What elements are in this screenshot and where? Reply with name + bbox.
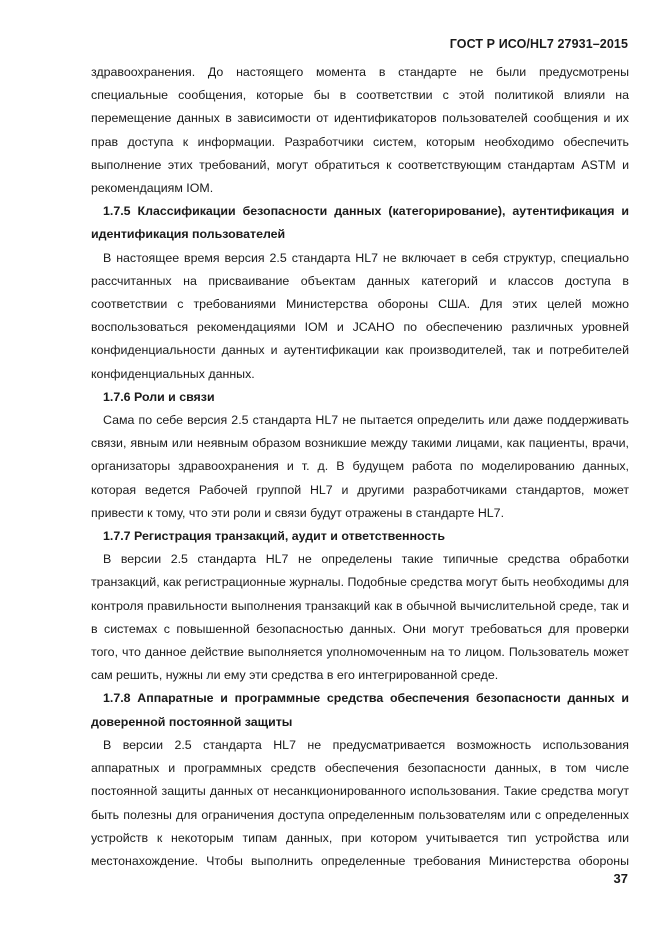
section-text-1-7-6: Сама по себе версия 2.5 стандарта HL7 не пытается определить или даже поддерживать связи, явным или неявным образом возникшие между такими лицами, как пациенты, врачи, организаторы здравоохранения и т. д. В будущем работа по моделированию данных, которая ведется Рабочей группой HL7 и другими разработчиками стандартов, может привести к тому, что эти роли и связи будут отражены в стандарте HL7. bbox=[91, 413, 629, 520]
section-text-1-7-5: В настоящее время версия 2.5 стандарта HL7 не включает в себя структур, специально рассчитанных на присваивание объектам данных категорий и классов доступа в соответствии с требованиями Министерства обороны США. Для этих целей можно воспользоваться рекомендациями IOM и JCAHO по обеспечению различных уровней конфиденциальности данных и аутентификации как производителей, так и потребителей конфиденциальных данных. bbox=[91, 250, 629, 381]
page-number: 37 bbox=[613, 871, 628, 886]
section-heading-1-7-7: 1.7.7 Регистрация транзакций, аудит и ответственность bbox=[103, 529, 445, 544]
section-heading-1-7-6: 1.7.6 Роли и связи bbox=[103, 389, 215, 404]
section-text-1-7-7: В версии 2.5 стандарта HL7 не определены такие типичные средства обработки транзакций, как регистрационные журналы. Подобные средства могут быть необходимы для контроля правильности выполнения транзакций как в обычной вычислительной среде, так и в системах с повышенной безопасностью данных. Они могут требоваться для проверки того, что данное действие выполняется уполномоченным на то лицом. Пользователь может сам решить, нужны ли ему эти средства в его интегрированной среде. bbox=[91, 552, 629, 683]
intro-paragraph: здравоохранения. До настоящего момента в стандарте не были предусмотрены специальные сообщения, которые бы в соответствии с этой политикой влияли на перемещение данных в зависимости от идентификаторов пользователей сообщения и их прав доступа к информации. Разработчики систем, которым необходимо обеспечить выполнение этих требований, могут обратиться к соответствующим стандартам ASTM и рекомендациям IOM. bbox=[91, 65, 629, 196]
section-heading-1-7-8: 1.7.8 Аппаратные и программные средства обеспечения безопасности данных и доверенной постоянной защиты bbox=[91, 691, 629, 729]
document-body bbox=[91, 61, 629, 873]
section-heading-1-7-5: 1.7.5 Классификации безопасности данных (категорирование), аутентификация и идентификация пользователей bbox=[91, 204, 629, 242]
document-header: ГОСТ Р ИСО/HL7 27931–2015 bbox=[449, 37, 628, 51]
section-text-1-7-8: В версии 2.5 стандарта HL7 не предусматривается возможность использования аппаратных и программных средств обеспечения безопасности данных, в том числе постоянной защиты данных от несанкционированного использования. Такие средства могут быть полезны для ограничения доступа определенным пользователям или с определенных устройств к некоторым типам данных, при котором учитывается тип устройства или местонахождение. Чтобы выполнить определенные требования Министерства обороны bbox=[91, 737, 629, 868]
